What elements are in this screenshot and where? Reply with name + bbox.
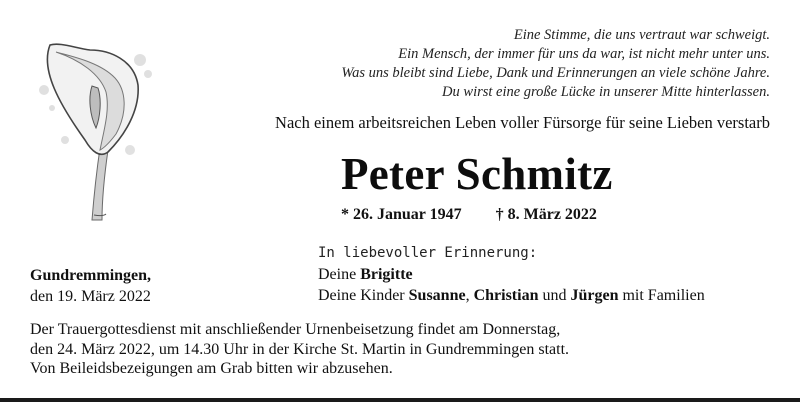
children-suffix: mit Familien [618,287,705,304]
deceased-name: Peter Schmitz [341,149,613,199]
town: Gundremmingen, [30,267,152,284]
place-date [30,265,151,307]
child-name: Susanne [408,287,466,304]
separator: , [465,287,474,304]
spouse-name: Brigitte [360,266,413,283]
child-name: Christian [473,287,539,304]
service-line: Der Trauergottesdienst mit anschließender Urnenbeisetzung findet am Donnerstag, [30,321,561,338]
spouse-line [318,264,705,285]
birth-date: * 26. Januar 1947 [341,206,462,223]
children-line [318,285,705,306]
calla-lily-icon [30,30,160,225]
service-line: Von Beileidsbezeigungen am Grab bitten wir abzusehen. [30,360,393,377]
service-info [30,320,569,379]
poem-line: Was uns bleibt sind Liebe, Dank und Erinnerungen an viele schöne Jahre. [341,65,770,81]
poem-line: Eine Stimme, die uns vertraut war schweigt. [513,27,770,43]
intro-text: Nach einem arbeitsreichen Leben voller Fürsorge für seine Lieben verstarb [275,113,770,132]
poem-line: Du wirst eine große Lücke in unserer Mitte hinterlassen. [442,84,770,100]
child-name: Jürgen [570,287,619,304]
notice-date: den 19. März 2022 [30,288,151,305]
life-dates [341,206,597,224]
poem [250,26,770,102]
death-date: † 8. März 2022 [495,206,597,223]
poem-line: Ein Mensch, der immer für uns da war, ist nicht mehr unter uns. [398,46,770,62]
memory-heading: In liebevoller Erinnerung: [318,245,538,261]
mourners-list [318,264,705,306]
service-line: den 24. März 2022, um 14.30 Uhr in der Kirche St. Martin in Gundremmingen statt. [30,340,570,358]
children-prefix: Deine Kinder [318,287,409,304]
spouse-prefix: Deine [318,266,361,283]
separator: und [538,287,571,304]
